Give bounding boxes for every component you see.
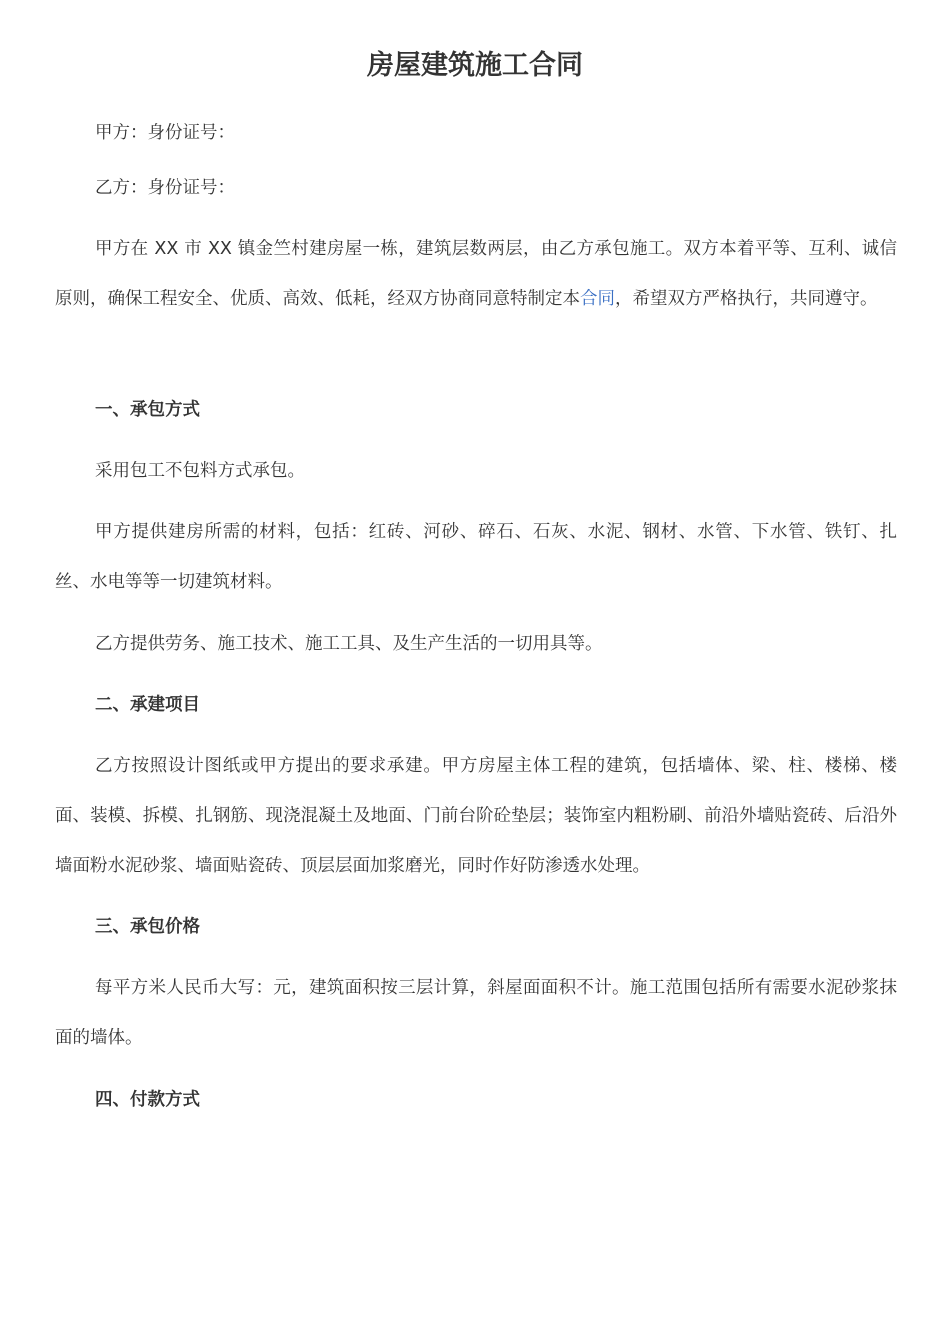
section-1-paragraph-1: 采用包工不包料方式承包。: [95, 461, 305, 481]
section-1-paragraph-3: 乙方提供劳务、施工技术、施工工具、及生产生活的一切用具等。: [95, 634, 603, 654]
intro-text-after: ，希望双方严格执行，共同遵守。: [615, 289, 878, 309]
section-1-heading: 一、承包方式: [95, 400, 200, 420]
section-1-paragraph-2: 甲方提供建房所需的材料，包括：红砖、河砂、碎石、石灰、水泥、钢材、水管、下水管、铁钉、扎丝、水电等等一切建筑材料。: [55, 522, 897, 592]
section-2-heading: 二、承建项目: [95, 695, 200, 715]
section-3-paragraph-1: 每平方米人民币大写：元，建筑面积按三层计算，斜屋面面积不计。施工范围包括所有需要水泥砂浆抹面的墙体。: [55, 978, 897, 1048]
intro-text-before: 甲方在 XX 市 XX 镇金竺村建房屋一栋，建筑层数两层，由乙方承包施工。双方本着平等、互利、诚信原则，确保工程安全、优质、高效、低耗，经双方协商同意特制定本: [55, 239, 897, 309]
section-4-heading: 四、付款方式: [95, 1090, 200, 1110]
intro-paragraph: [55, 224, 897, 324]
contract-link[interactable]: 合同: [580, 289, 615, 309]
section-3-heading: 三、承包价格: [95, 917, 200, 937]
section-2-paragraph-1: 乙方按照设计图纸或甲方提出的要求承建。甲方房屋主体工程的建筑，包括墙体、梁、柱、楼梯、楼面、装模、拆模、扎钢筋、现浇混凝土及地面、门前台阶砼垫层；装饰室内粗粉刷、前沿外墙贴瓷砖、后沿外墙面粉水泥砂浆、墙面贴瓷砖、顶层层面加浆磨光，同时作好防渗透水处理。: [55, 756, 897, 876]
party-a-line: 甲方：身份证号：: [95, 123, 235, 143]
party-b-line: 乙方：身份证号：: [95, 178, 235, 198]
document-title: 房屋建筑施工合同: [367, 50, 583, 81]
